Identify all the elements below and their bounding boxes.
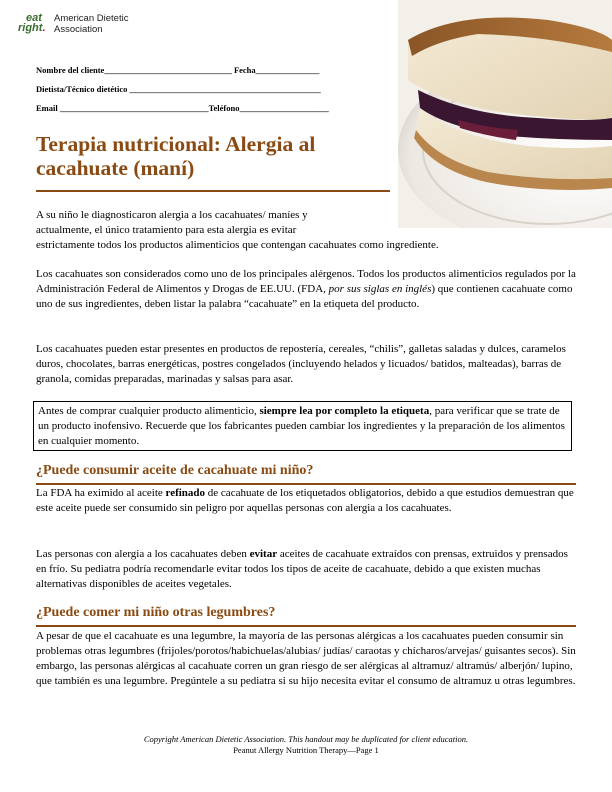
page-number: Peanut Allergy Nutrition Therapy—Page 1 [233,745,379,755]
oil-p1-start: La FDA ha eximido al aceite [36,487,166,499]
products-paragraph: Los cacahuates pueden estar presentes en productos de repostería, cereales, “chilis”, galletas saladas y dulces, caramelos duros, chocolates, barras energéticas, postres congelados (incluyendo helados y licuados/ batidos, malteadas), barras de granola, comidas preparadas, marinadas y salsas para asar. [36,343,566,385]
organization-name [54,14,128,35]
oil-p1-end: de cacahuate de los etiquetados obligatorios, debido a que estudios demuestran que este aceite puede ser consumido sin peligro por aquellas personas con alergia a los cacahuates. [36,487,574,514]
title-divider [36,190,390,192]
dietitian-label: Dietista/Técnico dietético [36,84,128,94]
client-name-field[interactable]: ______________________________ [104,65,232,75]
label-notice-box [33,401,572,451]
oil-p2-start: Las personas con alergia a los cacahuates deben [36,548,250,560]
legumes-section-heading: ¿Puede comer mi niño otras legumbres? [36,605,276,620]
legumes-section-divider [36,625,576,627]
oil-paragraph-1 [36,486,576,516]
notice-text-start: Antes de comprar cualquier producto alimenticio, [38,405,260,417]
email-label: Email [36,103,58,113]
date-label: Fecha [233,65,256,75]
intro-line-1: A su niño le diagnosticaron alergia a los cacahuates/ maníes y actualmente, el único tratamiento para esta alergia es evitar [36,209,308,236]
oil-paragraph-2 [36,547,576,592]
logo-eat-text: eat [26,12,42,24]
regulation-paragraph [36,267,576,312]
notice-text-end: , para verificar que se trate de un producto inofensivo. Recuerde que los fabricantes pueden cambiar los ingredientes y la preparación de los alimentos en cualquier momento. [38,405,565,447]
page-title: Terapia nutricional: Alergia al cacahuate (maní) [36,132,316,180]
regulation-text-end: ) que contienen cacahuate como uno de sus ingredientes, deben listar la palabra “cacahuate” en la etiqueta del producto. [36,283,573,310]
eat-right-logo-mark [18,12,48,38]
regulation-text-italic: por sus siglas en inglés [328,283,432,295]
logo-right-text [18,22,46,34]
page-footer [0,734,612,756]
ada-logo [18,12,158,38]
oil-p2-end: aceites de cacahuate extraídos con prensas, extruidos y prensados en frío. Su pediatra podría recomendarle evitar todos los tipos de aceite de cacahuate, debido a que existen muchas alternativas disponibles de aceites vegetales. [36,548,568,590]
intro-paragraph [36,208,576,253]
dietitian-field[interactable]: _____________________________________________ [129,84,321,94]
sandwich-illustration [398,0,612,228]
oil-section-heading: ¿Puede consumir aceite de cacahuate mi niño? [36,463,314,478]
phone-field[interactable]: _____________________ [239,103,329,113]
logo-dot: . [42,22,46,34]
client-name-label: Nombre del cliente [36,65,105,75]
legumes-paragraph: A pesar de que el cacahuate es una legumbre, la mayoría de las personas alérgicas a los cacahuates pueden consumir sin problemas otras legumbres (frijoles/porotos/habichuelas/alubias/ judías/ caraotas y chícharos/arvejas/ guisantes secos). Sin embargo, las personas alérgicas al cacahuate corren un gran riesgo de ser alérgicas al altramuz/ altramús/ alberjón/ lupino, que también es una legumbre. Pregúntele a su pediatra si su hijo necesita evitar el consumo de altramuz u otras legumbres. [36,630,576,687]
client-info-form [36,64,329,121]
copyright-notice: Copyright American Dietetic Association. This handout may be duplicated for client education. [143,734,469,744]
form-row-dietitian [36,83,329,102]
phone-label: Teléfono [208,103,240,113]
oil-p1-bold: refinado [165,487,206,499]
organization-name-line1: American Dietetic [54,13,129,24]
email-field[interactable]: ___________________________________ [59,103,209,113]
logo-right-word: right [18,22,43,34]
form-row-client [36,64,329,83]
oil-section-divider [36,483,576,485]
regulation-text-start: Los cacahuates son considerados como uno de los principales alérgenos. Todos los productos alimenticios regulados por la Administración Federal de Alimentos y Drogas de EE.UU. (FDA, [36,268,576,295]
notice-text-bold: siempre lea por completo la etiqueta [259,405,430,417]
organization-name-line2: Association [54,23,103,35]
form-row-contact [36,102,329,121]
date-field[interactable]: _______________ [255,65,320,75]
sandwich-photo [398,0,612,228]
oil-p2-bold: evitar [249,548,278,560]
intro-line-2: estrictamente todos los productos alimenticios que contengan cacahuates como ingrediente. [36,239,439,251]
